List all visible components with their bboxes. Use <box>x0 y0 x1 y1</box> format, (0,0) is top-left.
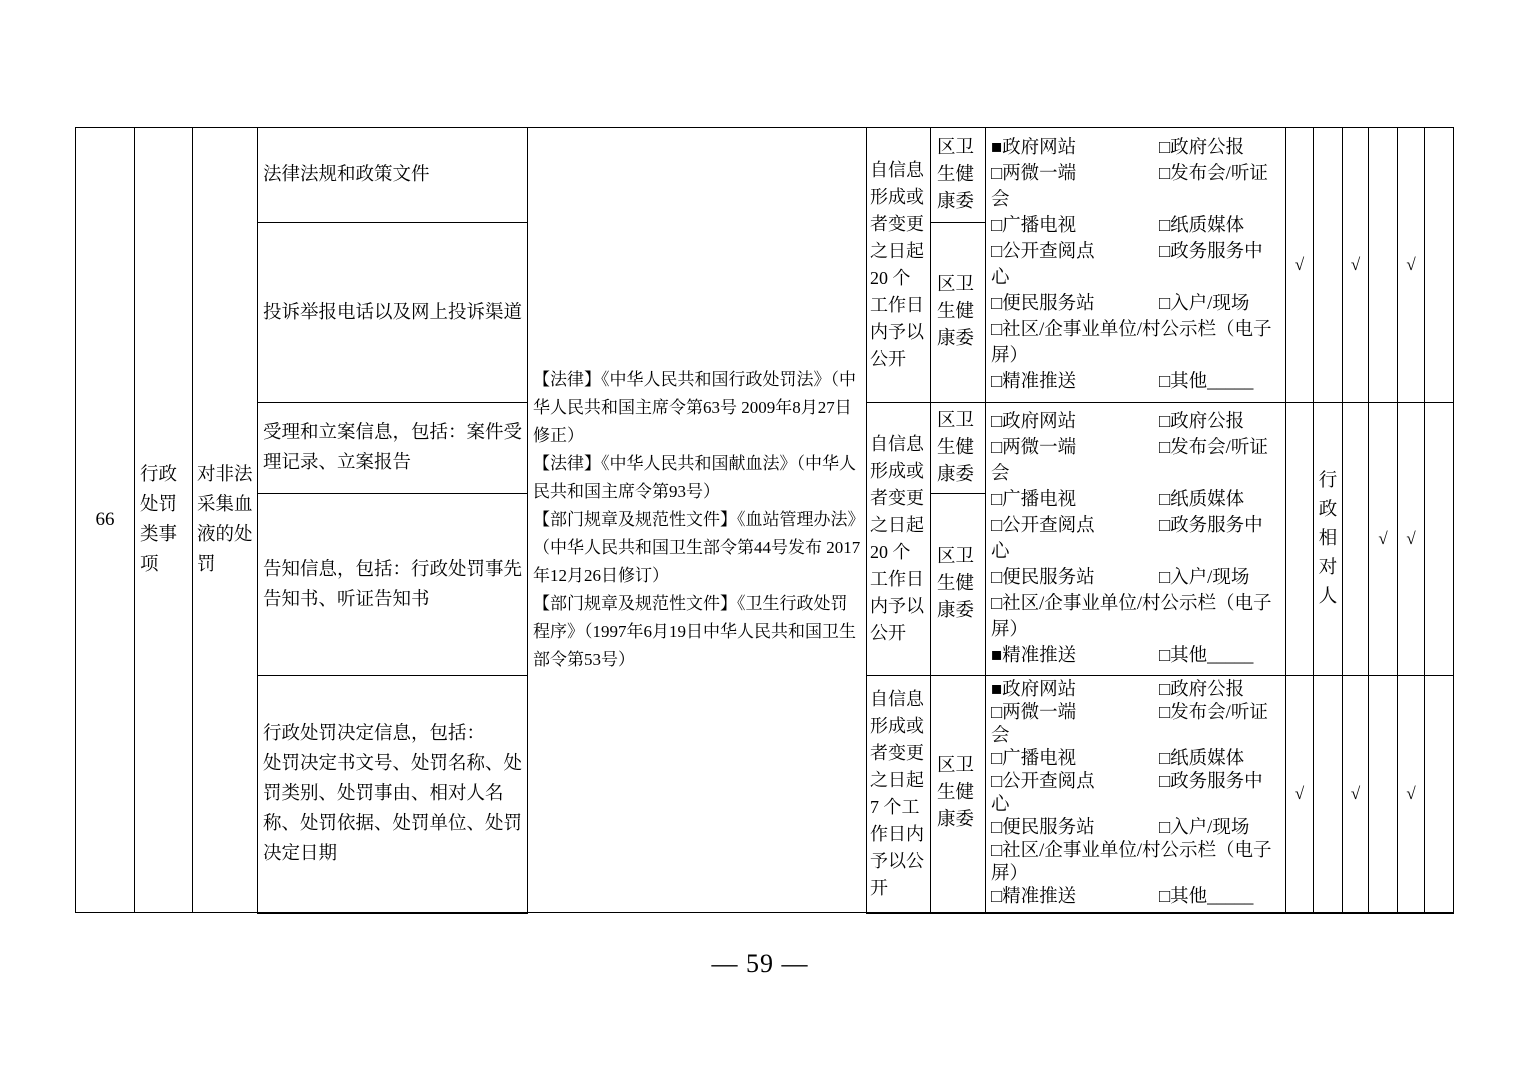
channel-line <box>991 187 1283 213</box>
mark-cell: √ <box>1286 128 1314 403</box>
channel-option: □发布会/听证 <box>1159 702 1268 723</box>
mark-cell: √ <box>1398 128 1425 403</box>
channel-option: □发布会/听证 <box>1159 438 1268 458</box>
channel-option: □其他_____ <box>1159 372 1254 392</box>
channel-line <box>991 343 1283 369</box>
channel-line <box>991 461 1283 487</box>
legal-paragraph: 【法律】《中华人民共和国行政处罚法》（中华人民共和国主席令第63号 2009年8月27日修正） <box>533 370 856 445</box>
channel-option: □其他_____ <box>1159 886 1254 907</box>
channel-line <box>991 863 1283 886</box>
content-cell: 告知信息，包括：行政处罚事先告知书、听证告知书 <box>258 494 528 676</box>
channel-line <box>991 794 1283 817</box>
channels-cell <box>986 676 1286 913</box>
channel-line <box>991 725 1283 748</box>
channel-option: □政府公报 <box>1159 138 1245 158</box>
channel-option: □公开查阅点 <box>991 771 1095 792</box>
channel-option: ■政府网站 <box>991 679 1077 700</box>
channel-option: □政府公报 <box>1159 412 1245 432</box>
channels-cell <box>986 128 1286 403</box>
channel-option: ■政府网站 <box>991 138 1077 158</box>
channel-option: 心 <box>991 794 1010 815</box>
channel-option: ■精准推送 <box>991 646 1077 666</box>
legal-basis-cell <box>528 128 867 913</box>
time-limit-cell: 自信息形成或者变更之日起20 个工作日内予以公开 <box>867 403 931 676</box>
channel-option: □社区/企事业单位/村公示栏（电子 <box>991 320 1272 340</box>
agency-cell: 区卫生健康委 <box>931 494 986 676</box>
channel-line <box>991 239 1283 265</box>
channel-option: □政务服务中 <box>1159 516 1263 536</box>
channel-line <box>991 369 1283 395</box>
channel-option: 心 <box>991 542 1010 562</box>
channel-line <box>991 591 1283 617</box>
channel-line <box>991 513 1283 539</box>
mark-cell <box>1369 676 1398 913</box>
channel-option: 屏） <box>991 863 1029 884</box>
channel-line <box>991 135 1283 161</box>
content-cell: 受理和立案信息，包括：案件受理记录、立案报告 <box>258 403 528 494</box>
channel-line <box>991 291 1283 317</box>
legal-paragraph: 【部门规章及规范性文件】《卫生行政处罚程序》（1997年6月19日中华人民共和国卫生部令第53号） <box>533 594 856 669</box>
channel-line <box>991 817 1283 840</box>
page-number: — 59 — <box>711 949 809 978</box>
channel-line <box>991 617 1283 643</box>
channel-option: □精准推送 <box>991 372 1077 392</box>
mark-cell <box>1425 128 1454 403</box>
channel-option: □社区/企事业单位/村公示栏（电子 <box>991 594 1272 614</box>
mark-cell: √ <box>1398 676 1425 913</box>
channel-option: 会 <box>991 464 1010 484</box>
agency-cell: 区卫生健康委 <box>931 223 986 403</box>
channel-option: □其他_____ <box>1159 646 1254 666</box>
channel-line <box>991 679 1283 702</box>
channel-line <box>991 565 1283 591</box>
mark-cell: √ <box>1369 403 1398 676</box>
channel-line <box>991 161 1283 187</box>
channels-cell <box>986 403 1286 676</box>
mark-cell <box>1314 676 1343 913</box>
mark-cell <box>1425 676 1454 913</box>
channel-option: □入户/现场 <box>1159 568 1250 588</box>
channel-option: □政务服务中 <box>1159 771 1263 792</box>
channel-option: □入户/现场 <box>1159 294 1250 314</box>
channel-line <box>991 409 1283 435</box>
mark-cell <box>1369 128 1398 403</box>
channel-option: □政务服务中 <box>1159 242 1263 262</box>
channel-option: □发布会/听证 <box>1159 164 1268 184</box>
channel-option: □两微一端 <box>991 702 1077 723</box>
item-name-cell: 对非法采集血液的处罚 <box>193 128 258 913</box>
mark-cell <box>1425 403 1454 676</box>
channel-line <box>991 435 1283 461</box>
channel-line <box>991 702 1283 725</box>
channel-option: □广播电视 <box>991 748 1077 769</box>
channel-option: 屏） <box>991 346 1029 366</box>
audience-cell: 行政相对人 <box>1314 403 1343 676</box>
channel-option: 心 <box>991 268 1010 288</box>
channel-option: □便民服务站 <box>991 568 1095 588</box>
channel-line <box>991 213 1283 239</box>
legal-paragraph: 【法律】《中华人民共和国献血法》（中华人民共和国主席令第93号） <box>533 454 856 501</box>
channel-option: □入户/现场 <box>1159 817 1250 838</box>
time-limit-cell: 自信息形成或者变更之日起7 个工作日内予以公开 <box>867 676 931 913</box>
channel-option: □便民服务站 <box>991 294 1095 314</box>
channel-option: 会 <box>991 190 1010 210</box>
channel-line <box>991 265 1283 291</box>
channel-option: □公开查阅点 <box>991 516 1095 536</box>
mark-cell: √ <box>1398 403 1425 676</box>
channel-line <box>991 487 1283 513</box>
mark-cell: √ <box>1343 676 1369 913</box>
legal-paragraph: 【部门规章及规范性文件】《血站管理办法》（中华人民共和国卫生部令第44号发布 2017年12月26日修订） <box>533 510 861 585</box>
channel-option: □纸质媒体 <box>1159 490 1245 510</box>
agency-cell: 区卫生健康委 <box>931 403 986 494</box>
time-limit-cell: 自信息形成或者变更之日起20 个工作日内予以公开 <box>867 128 931 403</box>
channel-option: □广播电视 <box>991 216 1077 236</box>
channel-option: □纸质媒体 <box>1159 748 1245 769</box>
content-title: 行政处罚决定信息，包括： <box>263 723 486 744</box>
channel-option: □社区/企事业单位/村公示栏（电子 <box>991 840 1272 861</box>
channel-option: □便民服务站 <box>991 817 1095 838</box>
channel-option: □政府网站 <box>991 412 1077 432</box>
channel-option: □精准推送 <box>991 886 1077 907</box>
content-cell: 法律法规和政策文件 <box>258 128 528 223</box>
channel-line <box>991 539 1283 565</box>
channel-option: □两微一端 <box>991 164 1077 184</box>
mark-cell <box>1343 403 1369 676</box>
channel-line <box>991 840 1283 863</box>
channel-line <box>991 886 1283 909</box>
mark-cell <box>1314 128 1343 403</box>
category-cell: 行政处罚类事项 <box>135 128 193 913</box>
channel-line <box>991 771 1283 794</box>
content-cell: 投诉举报电话以及网上投诉渠道 <box>258 223 528 403</box>
channel-line <box>991 748 1283 771</box>
mark-cell: √ <box>1286 676 1314 913</box>
channel-line <box>991 643 1283 669</box>
channel-option: 屏） <box>991 620 1029 640</box>
disclosure-table <box>75 127 1454 914</box>
channel-option: □广播电视 <box>991 490 1077 510</box>
content-text: 处罚决定书文号、处罚名称、处罚类别、处罚事由、相对人名称、处罚依据、处罚单位、处罚决定日期 <box>263 753 523 864</box>
channel-option: □政府公报 <box>1159 679 1245 700</box>
channel-option: □两微一端 <box>991 438 1077 458</box>
channel-option: □纸质媒体 <box>1159 216 1245 236</box>
agency-cell: 区卫生健康委 <box>931 676 986 913</box>
channel-option: □公开查阅点 <box>991 242 1095 262</box>
channel-line <box>991 317 1283 343</box>
channel-option: 会 <box>991 725 1010 746</box>
mark-cell <box>1286 403 1314 676</box>
agency-cell: 区卫生健康委 <box>931 128 986 223</box>
content-cell <box>258 676 528 913</box>
mark-cell: √ <box>1343 128 1369 403</box>
seq-cell: 66 <box>76 128 135 913</box>
